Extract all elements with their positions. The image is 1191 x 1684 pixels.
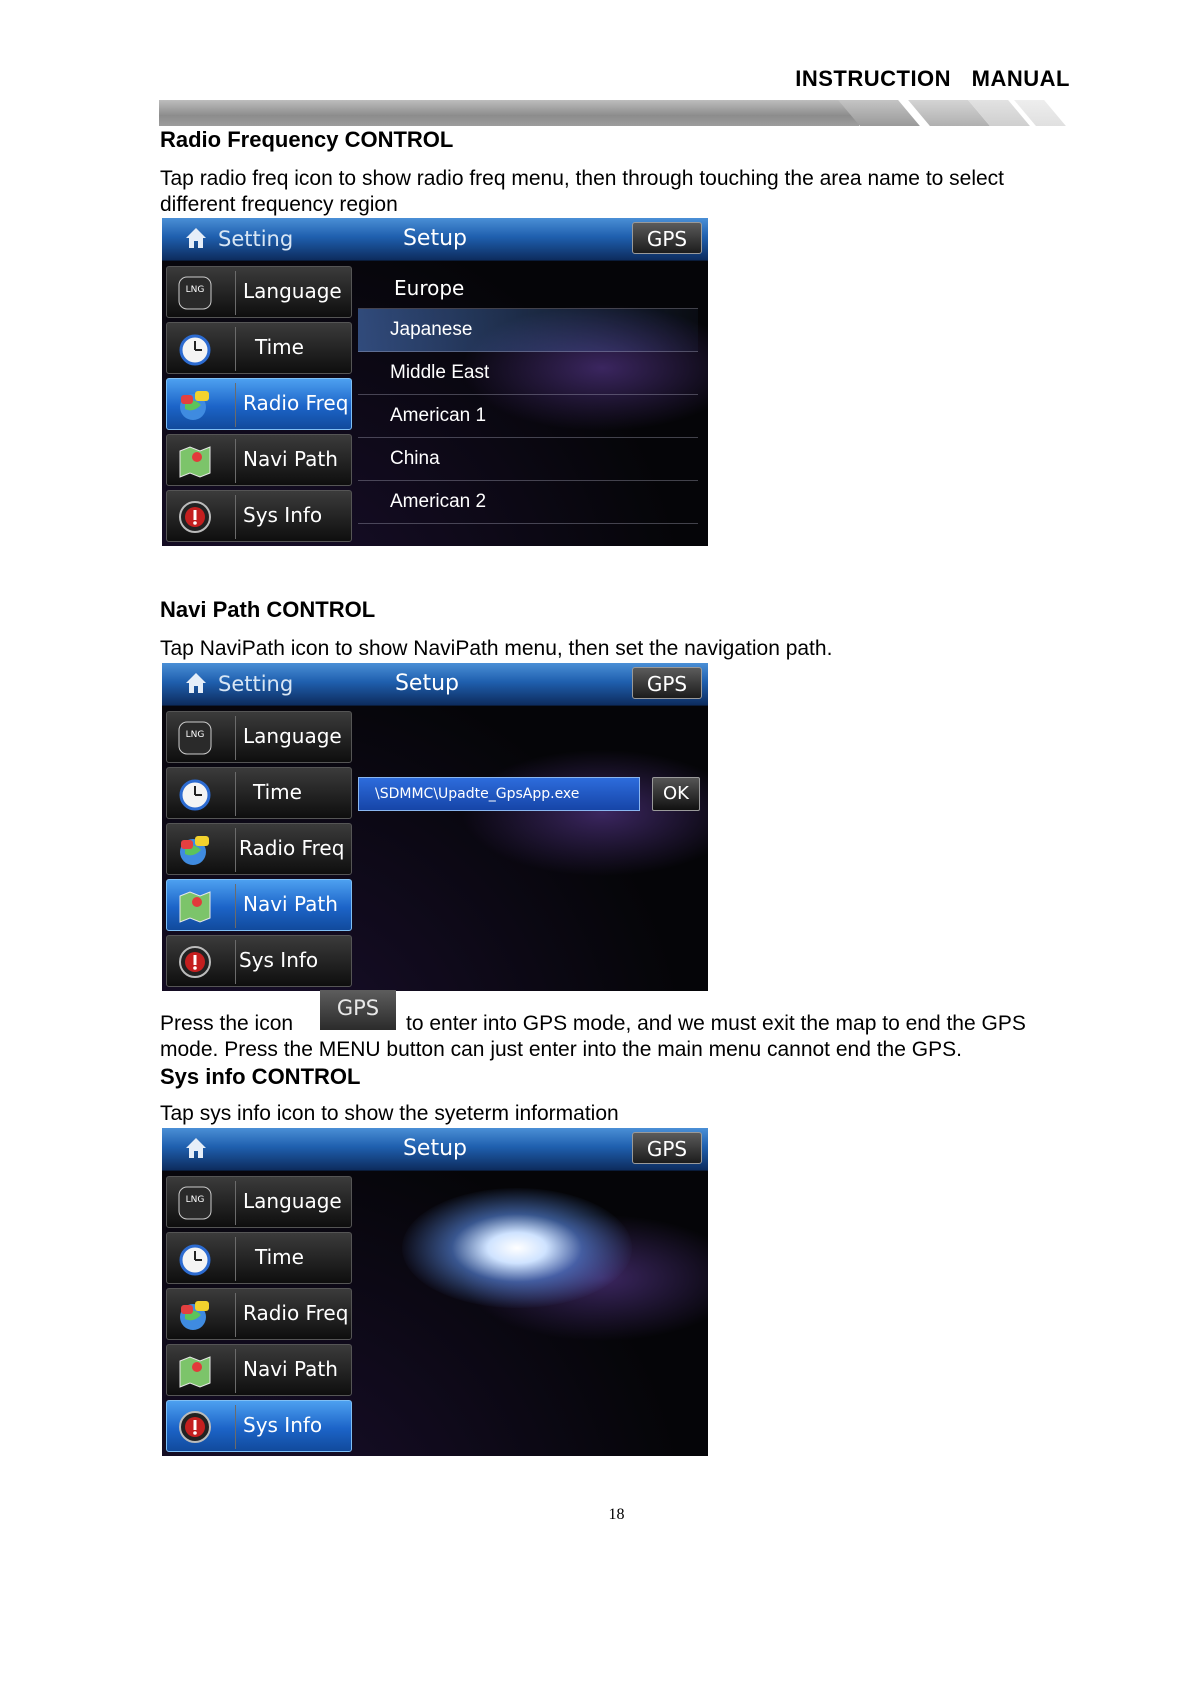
settings-menu [166, 266, 352, 546]
menu-label: Language [243, 1189, 342, 1213]
menu-label: Radio Freq [243, 1301, 349, 1325]
gps-button[interactable]: GPS [632, 222, 702, 254]
setting-label: Setting [218, 227, 294, 251]
region-label: Japanese [390, 319, 473, 340]
ok-button[interactable]: OK [652, 777, 700, 811]
menu-label: Sys Info [243, 1413, 323, 1437]
menu-item-language[interactable] [166, 1176, 352, 1228]
menu-item-navi-path[interactable] [166, 1344, 352, 1396]
menu-label: Radio Freq [243, 391, 349, 415]
menu-item-time[interactable] [166, 1232, 352, 1284]
globe-chat-icon [177, 832, 213, 868]
map-icon [177, 1353, 213, 1389]
svg-text:LNG: LNG [185, 730, 205, 740]
menu-item-time[interactable] [166, 322, 352, 374]
navi-path-screen [162, 663, 708, 991]
navi-path-input[interactable]: \SDMMC\Upadte_GpsApp.exe [358, 777, 640, 811]
region-europe[interactable] [358, 266, 698, 309]
menu-label: Language [243, 724, 342, 748]
clock-icon [177, 331, 213, 367]
title-bar [162, 218, 708, 261]
sysinfo-text: Tap sys info icon to show the syeterm information [160, 1102, 619, 1125]
menu-label: Navi Path [243, 447, 338, 471]
region-label: Europe [394, 276, 465, 300]
menu-label: Sys Info [239, 948, 319, 972]
clock-icon [177, 776, 213, 812]
settings-menu [166, 711, 352, 991]
menu-item-sys-info[interactable] [166, 935, 352, 987]
region-american-1[interactable] [358, 395, 698, 438]
menu-label: Navi Path [243, 1357, 338, 1381]
navi-text: Tap NaviPath icon to show NaviPath menu, then set the navigation path. [160, 637, 833, 660]
page-number: 18 [608, 1506, 625, 1523]
region-japanese[interactable] [358, 309, 698, 352]
radio-freq-screen [162, 218, 708, 546]
menu-item-language[interactable] [166, 711, 352, 763]
globe-chat-icon [177, 387, 213, 423]
sysinfo-heading: Sys info CONTROL [160, 1064, 361, 1089]
setting-label: Setting [218, 672, 294, 696]
gps-button[interactable]: GPS [632, 1132, 702, 1164]
region-label: American 1 [390, 405, 487, 426]
gps-mode-text: to enter into GPS mode, and we must exit the map to end the GPS [406, 1012, 1026, 1035]
menu-item-navi-path[interactable] [166, 879, 352, 931]
region-american-2[interactable] [358, 481, 698, 524]
menu-item-radio-freq[interactable] [166, 823, 352, 875]
setup-title: Setup [394, 671, 460, 696]
planet-glow [402, 1188, 632, 1308]
info-icon [177, 1409, 213, 1445]
region-middle-east[interactable] [358, 352, 698, 395]
clock-icon [177, 1241, 213, 1277]
svg-text:LNG: LNG [185, 1195, 205, 1205]
menu-label: Language [243, 279, 342, 303]
menu-label: Time [255, 1245, 304, 1269]
navi-heading: Navi Path CONTROL [160, 597, 376, 622]
region-china[interactable] [358, 438, 698, 481]
title-bar [162, 663, 708, 706]
menu-label: Time [255, 335, 304, 359]
menu-label: Navi Path [243, 892, 338, 916]
gps-button[interactable]: GPS [632, 667, 702, 699]
region-label: China [390, 448, 440, 469]
title-bar [162, 1128, 708, 1171]
menu-item-radio-freq[interactable] [166, 1288, 352, 1340]
language-icon [177, 1185, 213, 1221]
manual-title: INSTRUCTION MANUAL [795, 66, 1070, 91]
menu-item-sys-info[interactable] [166, 1400, 352, 1452]
press-icon-text: Press the icon [160, 1012, 294, 1035]
region-list [358, 266, 698, 524]
menu-button-text: mode. Press the MENU button can just enter into the main menu cannot end the GPS. [160, 1038, 962, 1061]
menu-label: Sys Info [243, 503, 323, 527]
globe-chat-icon [177, 1297, 213, 1333]
gps-icon: GPS [320, 990, 396, 1030]
info-icon [177, 944, 213, 980]
header-bar [159, 100, 1069, 126]
settings-menu [166, 1176, 352, 1456]
map-icon [177, 888, 213, 924]
language-icon [177, 275, 213, 311]
info-icon [177, 499, 213, 535]
svg-text:LNG: LNG [185, 285, 205, 295]
sys-info-screen [162, 1128, 708, 1456]
menu-item-navi-path[interactable] [166, 434, 352, 486]
radio-text: Tap radio freq icon to show radio freq menu, then through touching the area name to select different frequency region [160, 167, 1005, 216]
menu-item-sys-info[interactable] [166, 490, 352, 542]
region-label: American 2 [390, 491, 487, 512]
menu-item-language[interactable] [166, 266, 352, 318]
language-icon [177, 720, 213, 756]
menu-label: Radio Freq [239, 836, 345, 860]
region-label: Middle East [390, 362, 490, 383]
menu-label: Time [253, 780, 302, 804]
radio-heading: Radio Frequency CONTROL [160, 127, 454, 152]
setup-title: Setup [402, 226, 468, 251]
menu-item-radio-freq[interactable] [166, 378, 352, 430]
setup-title: Setup [402, 1136, 468, 1161]
menu-item-time[interactable] [166, 767, 352, 819]
map-icon [177, 443, 213, 479]
